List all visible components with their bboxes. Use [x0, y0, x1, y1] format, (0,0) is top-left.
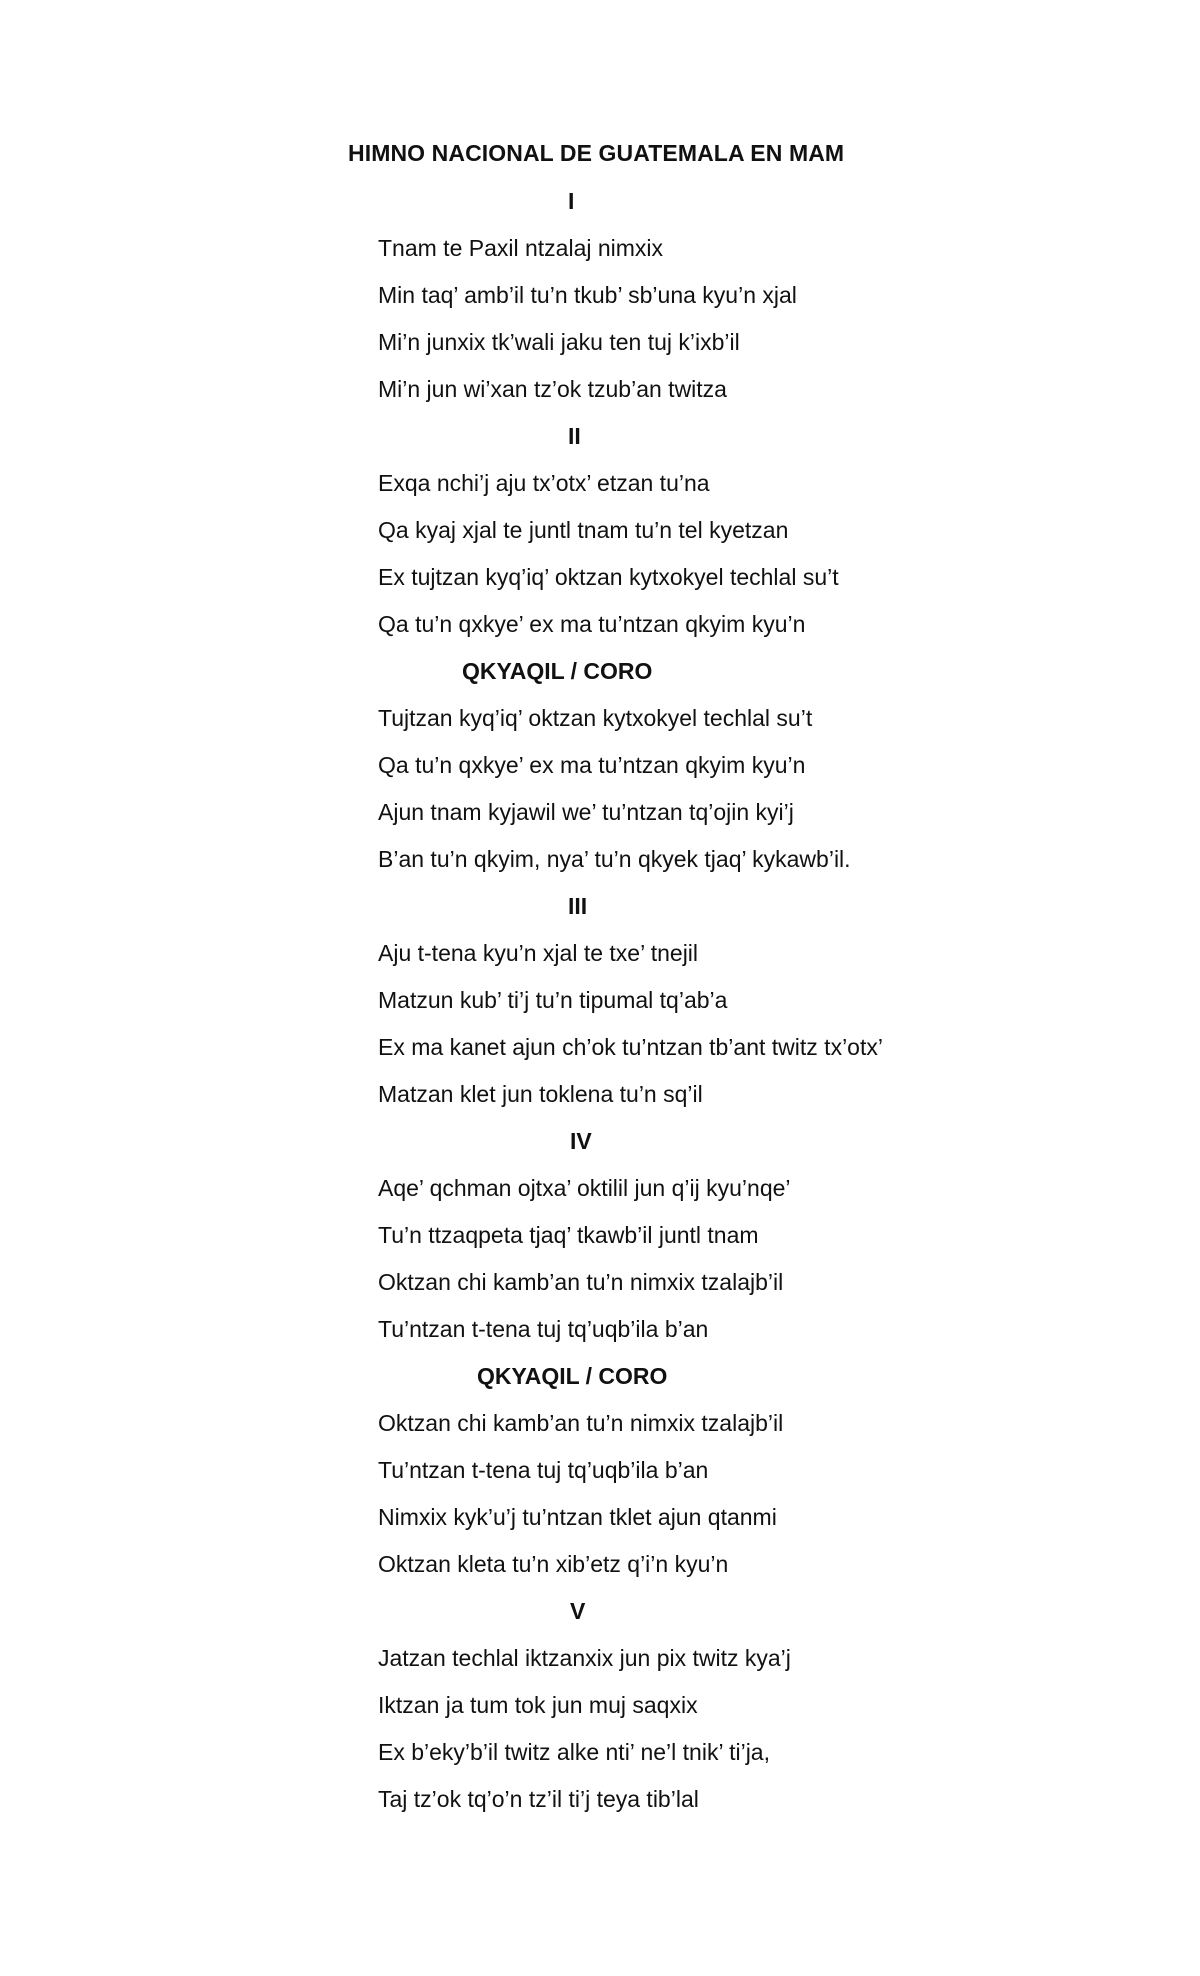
verse-line: Matzun kub’ ti’j tu’n tipumal tq’ab’a — [378, 987, 728, 1013]
stanza-numeral: V — [570, 1598, 586, 1624]
chorus-heading: QKYAQIL / CORO — [477, 1363, 668, 1389]
document-title: HIMNO NACIONAL DE GUATEMALA EN MAM — [348, 140, 845, 166]
verse-line: Ex ma kanet ajun ch’ok tu’ntzan tb’ant twitz tx’otx’ — [378, 1034, 883, 1060]
verse-line: Jatzan techlal iktzanxix jun pix twitz kya’j — [378, 1645, 791, 1671]
stanza-numeral: III — [568, 893, 588, 919]
verse-line: Oktzan chi kamb’an tu’n nimxix tzalajb’il — [378, 1269, 784, 1295]
verse-line: Ex b’eky’b’il twitz alke nti’ ne’l tnik’ ti’ja, — [378, 1739, 770, 1765]
verse-line: Tu’ntzan t-tena tuj tq’uqb’ila b’an — [378, 1457, 709, 1483]
verse-line: Qa kyaj xjal te juntl tnam tu’n tel kyetzan — [378, 517, 789, 543]
verse-line: Matzan klet jun toklena tu’n sq’il — [378, 1081, 703, 1107]
chorus-heading: QKYAQIL / CORO — [462, 658, 653, 684]
verse-line: Aju t-tena kyu’n xjal te txe’ tnejil — [378, 940, 699, 966]
verse-line: Tu’n ttzaqpeta tjaq’ tkawb’il juntl tnam — [378, 1222, 759, 1248]
stanza-numeral: IV — [570, 1128, 592, 1154]
verse-line: Iktzan ja tum tok jun muj saqxix — [378, 1692, 698, 1718]
verse-line: Tnam te Paxil ntzalaj nimxix — [378, 235, 664, 261]
verse-line: Mi’n junxix tk’wali jaku ten tuj k’ixb’il — [378, 329, 740, 355]
lyrics-body — [0, 187, 1200, 1832]
verse-line: Tu’ntzan t-tena tuj tq’uqb’ila b’an — [378, 1316, 709, 1342]
stanza-numeral: II — [568, 423, 581, 449]
verse-line: Aqe’ qchman ojtxa’ oktilil jun q’ij kyu’nqe’ — [378, 1175, 791, 1201]
verse-line: Qa tu’n qxkye’ ex ma tu’ntzan qkyim kyu’n — [378, 611, 806, 637]
verse-line: Qa tu’n qxkye’ ex ma tu’ntzan qkyim kyu’n — [378, 752, 806, 778]
verse-line: Oktzan kleta tu’n xib’etz q’i’n kyu’n — [378, 1551, 729, 1577]
verse-line: Ajun tnam kyjawil we’ tu’ntzan tq’ojin kyi’j — [378, 799, 794, 825]
verse-line: Mi’n jun wi’xan tz’ok tzub’an twitza — [378, 376, 727, 402]
verse-line: Tujtzan kyq’iq’ oktzan kytxokyel techlal su’t — [378, 705, 813, 731]
verse-line: Nimxix kyk’u’j tu’ntzan tklet ajun qtanmi — [378, 1504, 777, 1530]
verse-line: Taj tz’ok tq’o’n tz’il ti’j teya tib’lal — [378, 1786, 699, 1812]
verse-line: Oktzan chi kamb’an tu’n nimxix tzalajb’il — [378, 1410, 784, 1436]
verse-line: Min taq’ amb’il tu’n tkub’ sb’una kyu’n xjal — [378, 282, 797, 308]
verse-line: B’an tu’n qkyim, nya’ tu’n qkyek tjaq’ kykawb’il. — [378, 846, 851, 872]
verse-line: Exqa nchi’j aju tx’otx’ etzan tu’na — [378, 470, 710, 496]
verse-line: Ex tujtzan kyq’iq’ oktzan kytxokyel techlal su’t — [378, 564, 839, 590]
stanza-numeral: I — [568, 188, 575, 214]
